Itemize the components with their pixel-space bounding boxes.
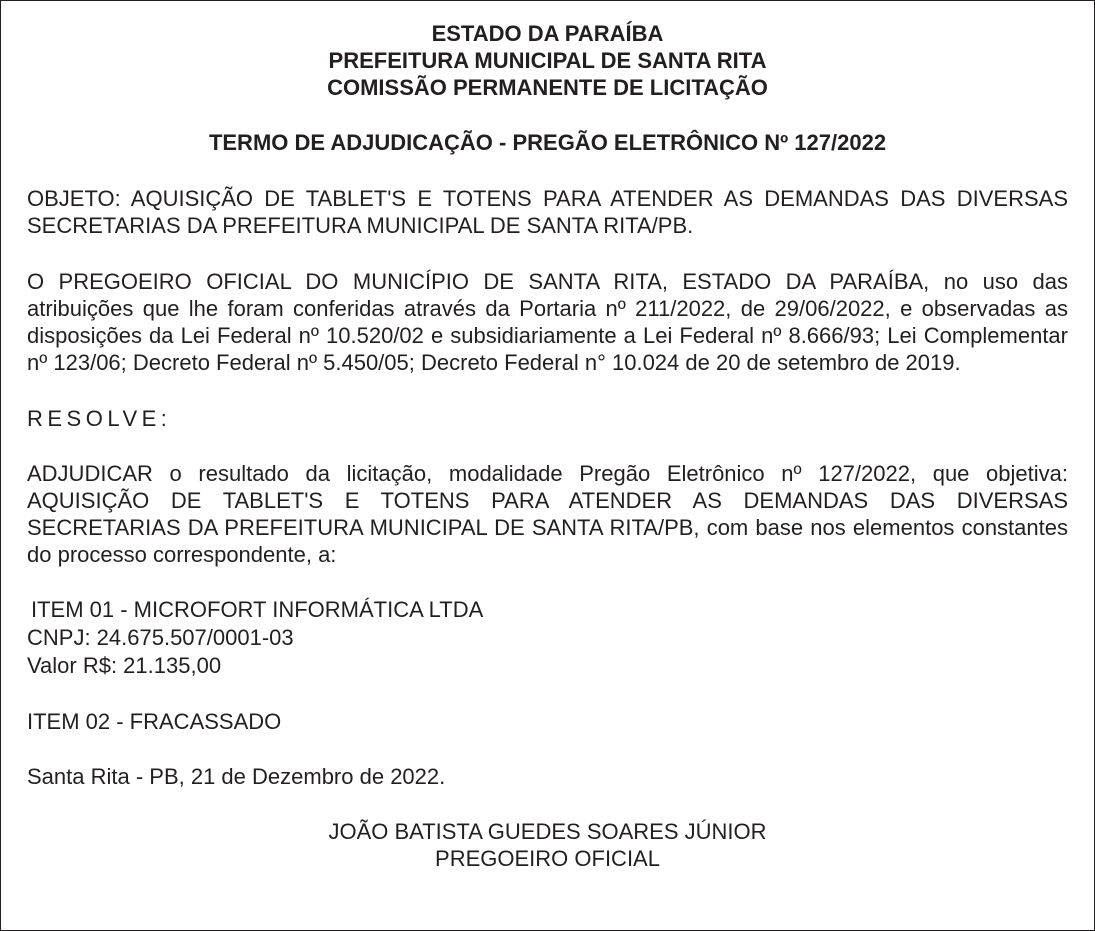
signatory-name: JOÃO BATISTA GUEDES SOARES JÚNIOR: [328, 819, 767, 844]
adjudication-paragraph: ADJUDICAR o resultado da licitação, modalidade Pregão Eletrônico nº 127/2022, que objetiva: AQUISIÇÃO DE TABLET'S E TOTENS PARA ATENDER AS DEMANDAS DAS DIVERSAS SECRETARIAS DA PREFEITURA MUNICIPAL DE SANTA RITA/PB, com base nos elementos constantes do processo correspondente, a:: [27, 461, 1068, 567]
date-line: Santa Rita - PB, 21 de Dezembro de 2022.: [27, 764, 446, 789]
preamble-paragraph: O PREGOEIRO OFICIAL DO MUNICÍPIO DE SANTA RITA, ESTADO DA PARAÍBA, no uso das atribuições que lhe foram conferidas através da Portaria nº 211/2022, de 29/06/2022, e observadas as disposições da Lei Federal nº 10.520/02 e subsidiariamente a Lei Federal nº 8.666/93; Lei Complementar nº 123/06; Decreto Federal nº 5.450/05; Decreto Federal n° 10.024 de 20 de setembro de 2019.: [27, 269, 1068, 375]
header-state: ESTADO DA PARAÍBA: [431, 21, 664, 46]
document-header: [27, 20, 1068, 101]
document-title: TERMO DE ADJUDICAÇÃO - PREGÃO ELETRÔNICO Nº 127/2022: [208, 130, 887, 155]
signature-block: [27, 818, 1068, 872]
item-01-cnpj: CNPJ: 24.675.507/0001-03: [27, 625, 294, 650]
document-page: [27, 20, 1068, 872]
item-02-title: ITEM 02 - FRACASSADO: [27, 709, 282, 734]
header-prefecture: PREFEITURA MUNICIPAL DE SANTA RITA: [328, 48, 767, 73]
header-commission: COMISSÃO PERMANENTE DE LICITAÇÃO: [327, 75, 768, 100]
item-01-value: Valor R$: 21.135,00: [27, 653, 222, 678]
signatory-role: PREGOEIRO OFICIAL: [435, 846, 660, 871]
item-01-block: [27, 596, 1068, 680]
resolve-heading: RESOLVE:: [27, 406, 172, 431]
item-01-title: ITEM 01 - MICROFORT INFORMÁTICA LTDA: [31, 597, 484, 622]
object-paragraph: OBJETO: AQUISIÇÃO DE TABLET'S E TOTENS PARA ATENDER AS DEMANDAS DAS DIVERSAS SECRETARIAS DA PREFEITURA MUNICIPAL DE SANTA RITA/PB.: [27, 186, 1068, 238]
